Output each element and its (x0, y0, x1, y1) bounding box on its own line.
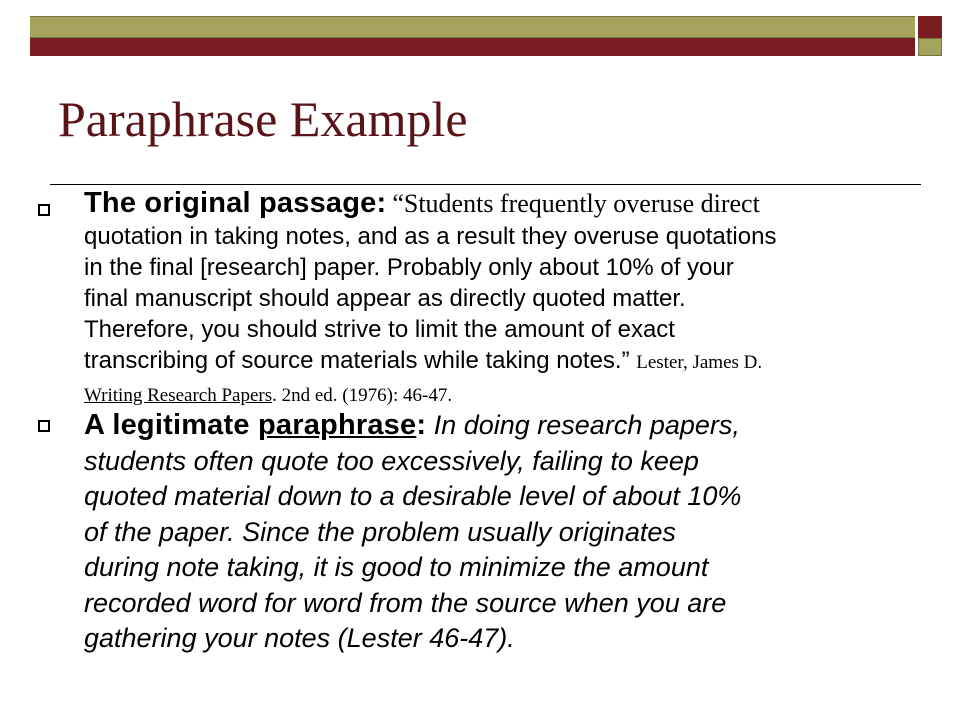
original-passage-item (84, 188, 934, 411)
original-line: in the final [research] paper. Probably only about 10% of your (84, 254, 734, 281)
header-olive-square (918, 38, 942, 56)
paraphrase-label-word: paraphrase (257, 409, 417, 441)
original-line: final manuscript should appear as directly quoted matter. (84, 285, 686, 312)
paraphrase-item (84, 408, 934, 657)
title-divider (50, 184, 921, 185)
square-bullet-icon (38, 204, 50, 216)
original-line: Therefore, you should strive to limit the amount of exact (84, 316, 675, 343)
square-bullet-icon (38, 420, 50, 432)
slide-title: Paraphrase Example (58, 91, 468, 147)
paraphrase-line: recorded word for word from the source when you are (84, 587, 727, 618)
paraphrase-label-colon: : (416, 409, 427, 441)
header-olive-bar (30, 16, 915, 38)
header-maroon-square (918, 16, 942, 38)
original-line: quotation in taking notes, and as a result they overuse quotations (84, 223, 777, 250)
citation-line (84, 378, 934, 411)
citation-author: Lester, James D. (636, 352, 763, 373)
original-first-line (84, 188, 934, 221)
original-label: The original passage: (84, 187, 387, 219)
citation-book-title: Writing Research Papers (84, 385, 273, 406)
paraphrase-first-line (84, 408, 934, 444)
header-maroon-bar (30, 38, 915, 56)
paraphrase-line: quoted material down to a desirable level of about 10% (84, 481, 742, 511)
paraphrase-line: gathering your notes (Lester 46-47). (84, 623, 515, 653)
paraphrase-line: In doing research papers, (433, 410, 740, 440)
original-line: “Students frequently overuse direct (392, 189, 760, 218)
paraphrase-line: of the paper. Since the problem usually originates (84, 516, 676, 547)
paraphrase-line: during note taking, it is good to minimize the amount (84, 552, 709, 582)
paraphrase-label (84, 409, 426, 441)
paraphrase-label-prefix: A legitimate (84, 409, 250, 441)
paraphrase-line: students often quote too excessively, failing to keep (84, 445, 699, 476)
original-last-line (84, 345, 934, 378)
original-line: transcribing of source materials while taking notes.” (84, 347, 630, 374)
citation-edition: . 2nd ed. (1976): 46-47. (272, 385, 453, 406)
